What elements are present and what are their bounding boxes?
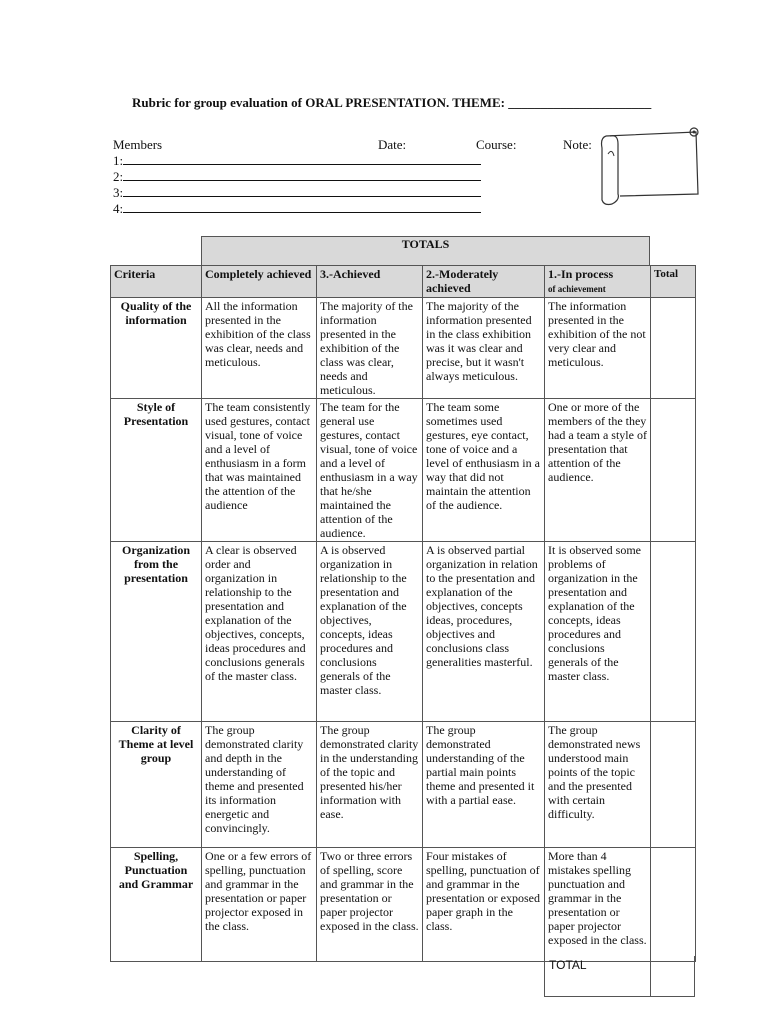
total-cell[interactable] [651, 542, 696, 722]
criterion-cell: Spelling, Punctuation and Grammar [111, 848, 202, 962]
rubric-table [110, 265, 696, 962]
member-line-1[interactable]: 1: [113, 153, 481, 169]
level-cell: The team consistently used gestures, contact visual, tone of voice and a level of enthusiasm in a form that was maintained the attention of the audience [202, 399, 317, 542]
level-cell: Two or three errors of spelling, score and grammar in the presentation or paper projector exposed in the class. [317, 848, 423, 962]
level-cell: A clear is observed order and organization in relationship to the presentation and explanation of the objectives, concepts, ideas procedures and conclusions generals of the master class. [202, 542, 317, 722]
level-cell: The team for the general use gestures, contact visual, tone of voice and a level of enthusiasm in a way that he/she maintained the attention of the audience. [317, 399, 423, 542]
level-cell: The group demonstrated understanding of the partial main points theme and presented it with a partial ease. [423, 722, 545, 848]
member-line-2[interactable]: 2: [113, 169, 481, 185]
level-cell: The group demonstrated clarity and depth in the understanding of theme and presented its information energetic and convincingly. [202, 722, 317, 848]
final-total-label: TOTAL [549, 958, 587, 972]
level-cell: More than 4 mistakes spelling punctuation and grammar in the presentation or paper projector exposed in the class. [545, 848, 651, 962]
total-cell[interactable] [651, 298, 696, 399]
header-criteria: Criteria [111, 266, 202, 298]
note-label: Note: [563, 137, 592, 152]
level-cell: Four mistakes of spelling, punctuation of and grammar in the presentation or exposed paper graph in the class. [423, 848, 545, 962]
table-row [111, 848, 696, 962]
level-cell: It is observed some problems of organization in the presentation and explanation of the concepts, ideas procedures and conclusions generals of the master class. [545, 542, 651, 722]
level-cell: A is observed partial organization in relation to the presentation and explanation of the objectives, concepts ideas, procedures, objectives and conclusions class generalities masterful. [423, 542, 545, 722]
member-line-3[interactable]: 3: [113, 185, 481, 201]
level-cell: The information presented in the exhibition of the not very clear and meticulous. [545, 298, 651, 399]
criterion-cell: Organization from the presentation [111, 542, 202, 722]
header-in-process: 1.-In process of achievement [545, 266, 651, 298]
final-total-box [544, 956, 695, 997]
criterion-cell: Quality of the information [111, 298, 202, 399]
date-label: Date: [378, 137, 407, 152]
level-cell: All the information presented in the exhibition of the class was clear, needs and meticulous. [202, 298, 317, 399]
table-row [111, 399, 696, 542]
scroll-icon [598, 124, 702, 206]
level-cell: The group demonstrated clarity in the understanding of the topic and presented his/her information with ease. [317, 722, 423, 848]
level-cell: One or a few errors of spelling, punctuation and grammar in the presentation or paper projector exposed in the class. [202, 848, 317, 962]
members-label: Members [113, 137, 163, 152]
course-label: Course: [476, 137, 517, 152]
table-row [111, 722, 696, 848]
criterion-cell: Style of Presentation [111, 399, 202, 542]
table-row [111, 298, 696, 399]
level-cell: The majority of the information presented in the exhibition of the class was clear, needs and meticulous. [317, 298, 423, 399]
level-cell: The team some sometimes used gestures, eye contact, tone of voice and a level of enthusiasm in a way that did not maintain the attention of the audience. [423, 399, 545, 542]
header-moderately-achieved: 2.-Moderately achieved [423, 266, 545, 298]
level-cell: One or more of the members of the they had a team a style of presentation that attention of the audience. [545, 399, 651, 542]
total-cell[interactable] [651, 848, 696, 962]
criterion-cell: Clarity of Theme at level group [111, 722, 202, 848]
table-row [111, 542, 696, 722]
page-title: Rubric for group evaluation of ORAL PRESENTATION. THEME: ______________________ [132, 95, 652, 110]
level-cell: The majority of the information presented in the class exhibition was it was clear and precise, but it wasn't always meticulous. [423, 298, 545, 399]
header-completely-achieved: Completely achieved [202, 266, 317, 298]
member-line-4[interactable]: 4: [113, 201, 481, 217]
level-cell: The group demonstrated news understood main points of the topic and the presented with certain difficulty. [545, 722, 651, 848]
total-cell[interactable] [651, 722, 696, 848]
totals-header: TOTALS [201, 236, 650, 265]
level-cell: A is observed organization in relationship to the presentation and explanation of the objectives, concepts, ideas procedures and conclusions generals of the master class. [317, 542, 423, 722]
total-cell[interactable] [651, 399, 696, 542]
header-total: Total [651, 266, 696, 298]
header-achieved: 3.-Achieved [317, 266, 423, 298]
